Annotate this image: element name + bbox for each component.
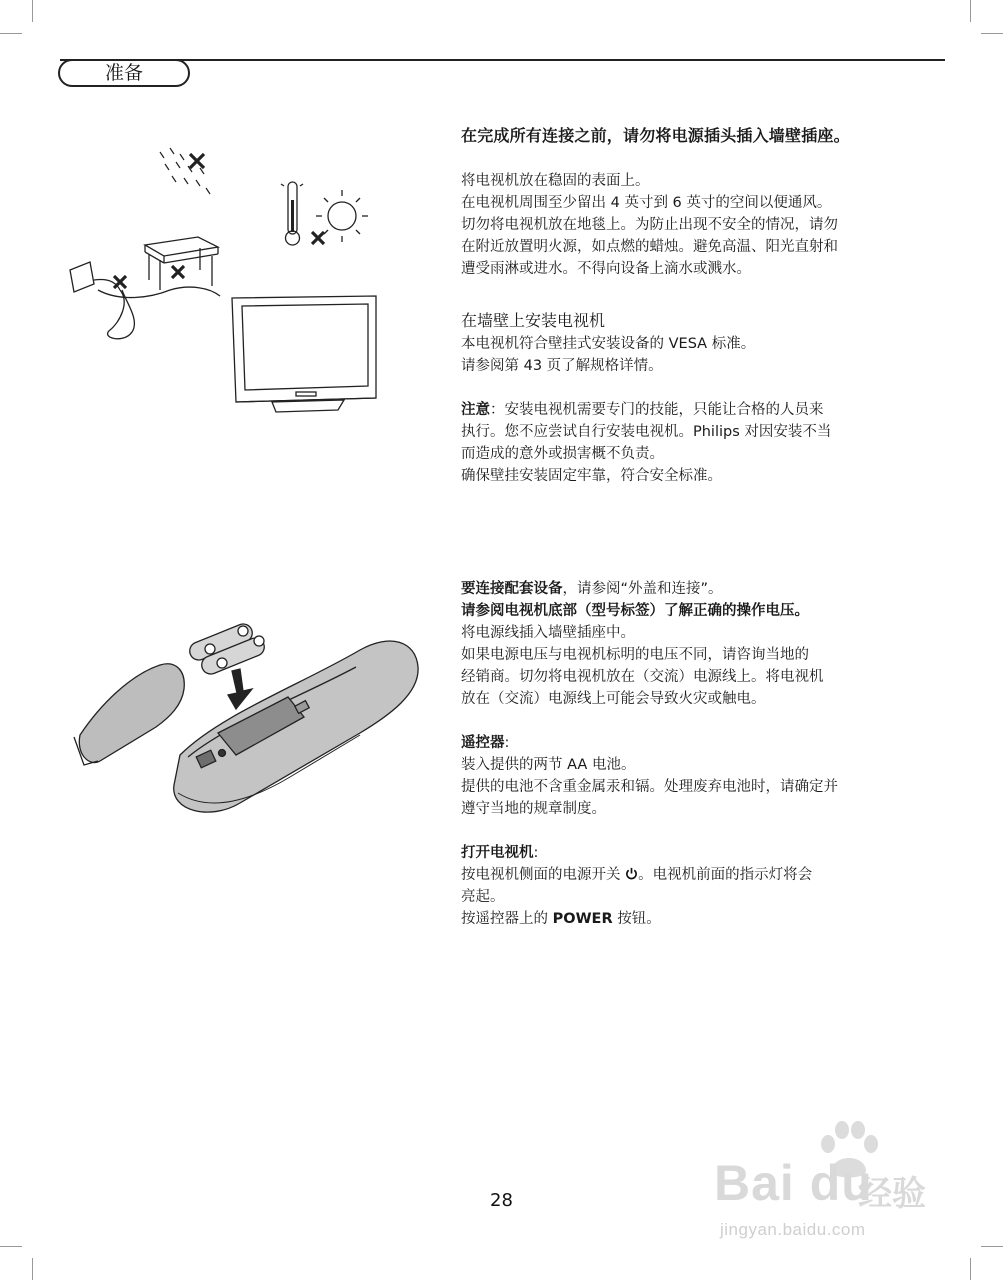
placement-warning: 在完成所有连接之前，请勿将电源插头插入墙壁插座。 (461, 126, 850, 145)
crop-mark (981, 33, 1003, 34)
watermark-cn: 经验 (858, 1174, 926, 1214)
wall-mount-title: 在墙壁上安装电视机 (461, 311, 606, 330)
setup-line: 经销商。切勿将电视机放在（交流）电源线上。将电视机 (461, 669, 824, 685)
crop-mark (32, 0, 33, 22)
section-label: 准备 (58, 59, 190, 87)
setup-line: 如果电源电压与电视机标明的电压不同，请咨询当地的 (461, 647, 809, 663)
thermometer-icon (281, 182, 303, 245)
placement-line: 遭受雨淋或进水。不得向设备上滴水或溅水。 (461, 261, 751, 277)
power-line: 亮起。 (461, 889, 505, 905)
wall-mount-note (461, 399, 911, 421)
remote-line: 装入提供的两节 AA 电池。 (461, 757, 636, 773)
voltage-line: 请参阅电视机底部（型号标签）了解正确的操作电压。 (461, 603, 809, 619)
wall-mount-note-line: 确保壁挂安装固定牢靠，符合安全标准。 (461, 468, 722, 484)
power-title: 打开电视机: (461, 845, 539, 861)
tv-icon (232, 296, 376, 412)
placement-line: 切勿将电视机放在地毯上。为防止出现不安全的情况，请勿 (461, 217, 838, 233)
watermark (710, 1120, 950, 1245)
setup-line: 将电源线插入墙壁插座中。 (461, 625, 635, 641)
power-line: 按电视机侧面的电源开关 。电视机前面的指示灯将会 (461, 867, 813, 883)
wall-mount-note-line: 执行。您不应尝试自行安装电视机。Philips 对因安装不当 (461, 424, 832, 440)
battery-icon (187, 621, 267, 676)
wall-mount-line: 本电视机符合壁挂式安装设备的 VESA 标准。 (461, 336, 756, 352)
setup-line: 放在（交流）电源线上可能会导致火灾或触电。 (461, 691, 766, 707)
watermark-url: jingyan.baidu.com (720, 1220, 866, 1239)
placement-line: 在电视机周围至少留出 4 英寸到 6 英寸的空间以便通风。 (461, 195, 832, 211)
arrow-down-icon (228, 669, 252, 709)
placement-illustration (60, 140, 390, 415)
page-number: 28 (490, 1190, 513, 1211)
remote-illustration (60, 605, 440, 820)
crop-mark (970, 1258, 971, 1280)
wall-mount-note-line: 而造成的意外或损害概不负责。 (461, 446, 664, 462)
battery-cover-icon (79, 664, 184, 763)
crop-mark (0, 1246, 22, 1247)
connect-rest: ，请参阅“外盖和连接”。 (562, 581, 723, 597)
connect-line (461, 578, 911, 600)
setup-section (461, 578, 911, 930)
placement-section (461, 124, 911, 280)
wall-mount-line: 请参阅第 43 页了解规格详情。 (461, 358, 663, 374)
placement-line: 将电视机放在稳固的表面上。 (461, 173, 650, 189)
connect-bold: 要连接配套设备 (461, 581, 563, 597)
remote-title: 遥控器: (461, 735, 510, 751)
table-icon (145, 237, 218, 290)
power-icon (625, 867, 638, 880)
remote-line: 提供的电池不含重金属汞和镉。处理废弃电池时，请确定并 (461, 779, 838, 795)
crop-mark (0, 33, 22, 34)
crop-mark (981, 1246, 1003, 1247)
crop-mark (970, 0, 971, 22)
power-line: 按遥控器上的 POWER 按钮。 (461, 911, 661, 927)
crop-mark (32, 1258, 33, 1280)
placement-line: 在附近放置明火源，如点燃的蜡烛。避免高温、阳光直射和 (461, 239, 838, 255)
header-rule (60, 59, 945, 61)
remote-line: 遵守当地的规章制度。 (461, 801, 606, 817)
plug-icon (70, 262, 220, 339)
wall-mount-section (461, 309, 911, 487)
watermark-logo: Bai du (714, 1155, 873, 1211)
note-text: ：安装电视机需要专门的技能，只能让合格的人员来 (490, 402, 824, 418)
note-label: 注意 (461, 402, 490, 418)
